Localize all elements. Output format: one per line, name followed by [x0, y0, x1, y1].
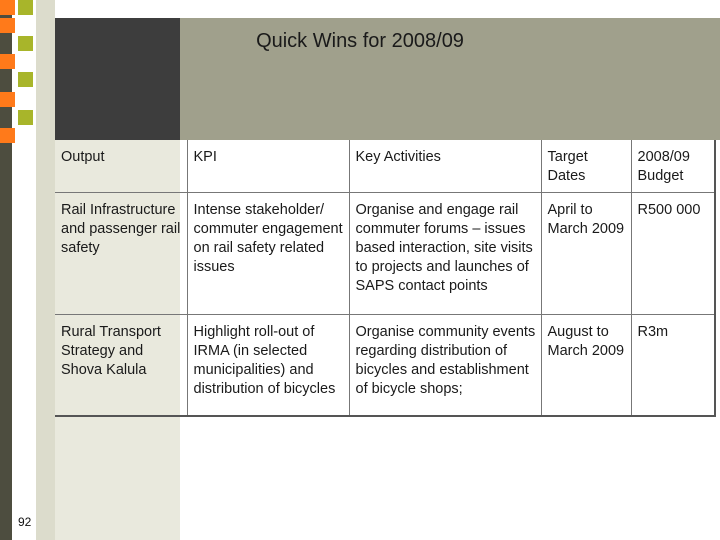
- slide-title: Quick Wins for 2008/09: [256, 30, 464, 52]
- left-stripe-dark: [0, 0, 12, 540]
- header-budget: 2008/09 Budget: [631, 140, 715, 193]
- cell-kpi: Intense stakeholder/ commuter engagement on rail safety related issues: [187, 193, 349, 315]
- cell-kpi: Highlight roll-out of IRMA (in selected municipalities) and distribution of bicycles: [187, 315, 349, 417]
- cell-output: Rail Infrastructure and passenger rail safety: [55, 193, 187, 315]
- page-number: 92: [18, 515, 32, 529]
- cell-budget: R3m: [631, 315, 715, 417]
- header-output: Output: [55, 140, 187, 193]
- header-target-dates: Target Dates: [541, 140, 631, 193]
- header-key-activities: Key Activities: [349, 140, 541, 193]
- cell-output: Rural Transport Strategy and Shova Kalula: [55, 315, 187, 417]
- left-stripe-light: [36, 0, 55, 540]
- table-row: [55, 315, 715, 417]
- cell-activities: Organise and engage rail commuter forums – issues based interaction, site visits to projects and launches of SAPS contact points: [349, 193, 541, 315]
- header-kpi: KPI: [187, 140, 349, 193]
- cell-activities: Organise community events regarding distribution of bicycles and establishment of bicycle shops;: [349, 315, 541, 417]
- table-row: [55, 193, 715, 315]
- table-header-row: [55, 140, 715, 193]
- cell-budget: R500 000: [631, 193, 715, 315]
- cell-dates: August to March 2009: [541, 315, 631, 417]
- quick-wins-table: [55, 140, 715, 418]
- cell-dates: April to March 2009: [541, 193, 631, 315]
